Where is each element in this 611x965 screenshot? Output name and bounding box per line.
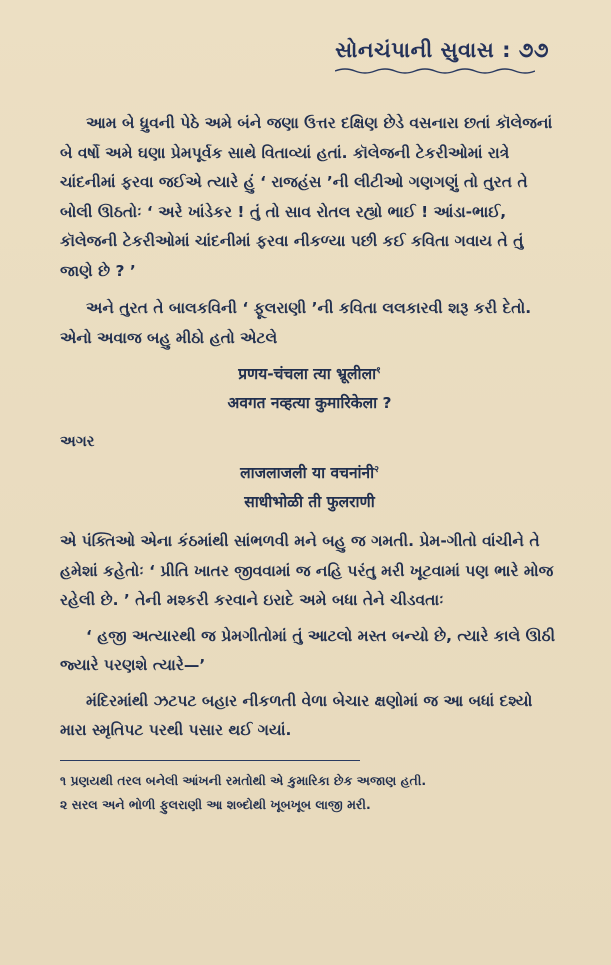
verse-1-line-1: प्रणय-चंचला त्या भ्रूलीला$^१$ — [238, 365, 381, 384]
paragraph-3: એ પંક્તિઓ એના કંઠમાંથી સાંભળવી મને બહુ જ ગમતી. પ્રેમ-ગીતો વાંચીને તે હમેશાં કહેતોઃ ‘ પ્રીતિ ખાતર જીવવામાં જ નહિ પરંતુ મરી ખૂટવામાં પણ ભારે મોજ રહેલી છે. ’ તેની મશ્કરી કરવાને ઇરાદે અમે બધા તેને ચીડવતાઃ — [60, 532, 554, 610]
verse-2 — [60, 456, 559, 517]
verse-separator-label: અગર — [60, 432, 95, 451]
footnote-marker-1: १ — [376, 366, 381, 376]
footnote-1: ૧ પ્રણયથી તરલ બનેલી આંખની રમતોથી એ કુમારિકા છેક અજાણ હતી. — [60, 772, 427, 788]
running-header — [60, 38, 559, 75]
verse-2-line-1: लाजलाजली या वचनांनी$^२$ — [240, 464, 379, 483]
paragraph-1: આમ બે ધ્રુવની પેઠે અમે બંને જણા ઉત્તર દક્ષિણ છેડે વસનારા છતાં કૉલેજનાં બે વર્ષો અમે ઘણા પ્રેમપૂર્વક સાથે વિતાવ્યાં હતાં. કૉલેજની ટેકરીઓમાં રાત્રે ચાંદનીમાં ફરવા જઈએ ત્યારે હું ‘ રાજહંસ ’ની લીટીઓ ગણગણું તો તુરત તે બોલી ઊઠતોઃ ‘ અરે ખાંડેકર ! તું તો સાવ રોતલ રહ્યો ભાઈ ! આંડા-ભાઈ, કૉલેજની ટેકરીઓમાં ચાંદનીમાં ફરવા નીકળ્યા પછી કઈ કવિતા ગવાય તે તું જાણે છે ? ’ — [60, 114, 553, 280]
header-title: સોનચંપાની સુવાસ : ૭૭ — [335, 38, 549, 62]
paragraph-2: અને તુરત તે બાલકવિની ‘ ફૂલરાણી ’ની કવિતા લલકારવી શરૂ કરી દેતો. એનો અવાજ બહુ મીઠો હતો એટલે — [60, 299, 532, 347]
footnote-divider — [60, 760, 360, 761]
verse-1-line-2: अवगत नव्हत्या कुमारिकेला ? — [227, 394, 392, 413]
verse-2-line-2: साधीभोळी ती फुलराणी — [244, 493, 375, 512]
verse-1 — [60, 357, 559, 418]
paragraph-5: મંદિરમાંથી ઝટપટ બહાર નીકળતી વેળા બેચાર ક્ષણોમાં જ આ બધાં દશ્યો મારા સ્મૃતિપટ પરથી પસાર થઈ ગયાં. — [60, 691, 533, 740]
header-ornament-icon — [335, 67, 535, 75]
footnote-marker-2: २ — [374, 465, 379, 476]
footnote-2: ૨ સરલ અને ભોળી ફુલરાણી આ શબ્દોથી ખૂબખૂબ લાજી મરી. — [60, 796, 371, 812]
paragraph-4: ‘ હજી અત્યારથી જ પ્રેમગીતોમાં તું આટલો મસ્ત બન્યો છે, ત્યારે કાલે ઊઠી જ્યારે પરણશે ત્યારે—’ — [60, 626, 556, 675]
